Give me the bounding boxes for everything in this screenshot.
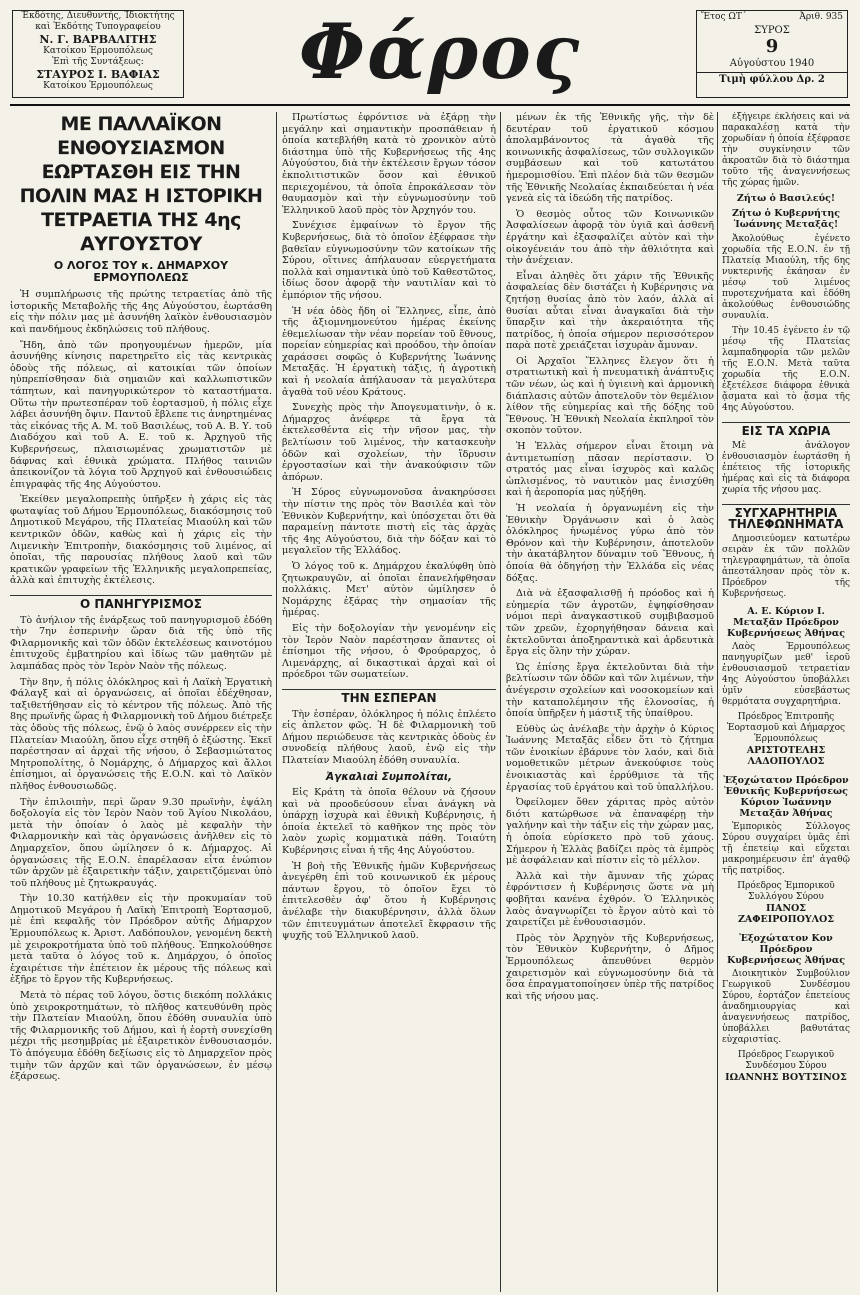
issue-price: Τιμὴ φύλλου Δρ. 2 xyxy=(697,72,847,86)
paragraph: Πρωτίστως ἐφρόντισε νὰ ἐξάρῃ τὴν μεγάλην καὶ σημαντικὴν προσπάθειαν ἡ ὁποία κατεβλήθη κατὰ τὸ χρονικὸν αὐτὸ διάστημα ὑπὸ τῆς Κυβερνήσεως τῆς 4ης Αὐγούστου, διὰ τὴν ἐκτέλεσιν ἔργων τόσον ἐκπολιτιστικῶν ὅσον καὶ ἐθνικοῦ περιεχομένου, τὰ ὁποῖα ἐπροκάλεσαν τὸν θαυμασμὸν καὶ τὴν εὐγνωμοσύνην τοῦ Ἑλληνικοῦ λαοῦ πρὸς τὸν Ἀρχηγόν του. xyxy=(282,112,496,216)
issue-city: ΣΥΡΟΣ xyxy=(754,25,790,36)
editor-name: ΣΤΑΥΡΟΣ Ι. ΒΑΦΙΑΣ xyxy=(36,68,160,81)
paragraph: Μὲ ἀνάλογον ἐνθουσιασμὸν ἑωρτάσθη ἡ ἐπέτειος τῆς ἱστορικῆς ἡμέρας καὶ εἰς τὰ διάφορα χωρία τῆς νήσου μας. xyxy=(722,441,850,495)
paragraph: Ἀλλὰ καὶ τὴν ἄμυναν τῆς χώρας ἐφρόντισεν ἡ Κυβέρνησις ὥστε νὰ μὴ φοβῆται κανένα ἐχθρόν. Ὁ Ἑλληνικὸς λαὸς ἀναγνωρίζει τὸ ἔργον αὐτὸ καὶ τὸ χαιρετίζει μὲ ἐνθουσιασμόν. xyxy=(506,870,714,929)
paragraph: Τὴν ἐπιλοιπὴν, περὶ ὥραν 9.30 πρωϊνὴν, ἐψάλη δοξολογία εἰς τὸν Ἱερὸν Ναὸν τοῦ Ἁγίου Νικολάου, μετὰ τὴν ὁποίαν ὁ λαὸς μὲ κεφαλὴν τὴν Φιλαρμονικὴν καὶ τὰς ὀργανώσεις ἀνῆλθεν εἰς τὸ Δημαρχεῖον, ὅπου ὡμίλησεν ὁ κ. Δήμαρχος. Αἱ ὀργανώσεις τῆς Ε.Ο.Ν. ἐπαρέλασαν εἶτα ἐνώπιον τῶν ἀρχῶν μὲ ἐξαιρετικὴν τάξιν, χαιρετιζόμεναι ὑπὸ τοῦ πλήθους μὲ ζητωκραυγάς. xyxy=(10,796,272,889)
issue-month-year: Αὐγούστου 1940 xyxy=(729,58,815,69)
paragraph: Ἡ Ἑλλὰς σήμερον εἶναι ἕτοιμη νὰ ἀντιμετωπίσῃ πᾶσαν περίστασιν. Ὁ στρατός μας εἶναι ἰσχυρὸς καὶ καλῶς ὡπλισμένος, τὸ ναυτικὸν μας ἐνισχύθη καὶ ἡ ἀεροπορία μας ηὐξήθη. xyxy=(506,441,714,499)
section-heading: ΤΗΝ ΕΣΠΕΡΑΝ xyxy=(282,689,496,705)
paragraph: Διὰ νὰ ἐξασφαλισθῇ ἡ πρόοδος καὶ ἡ εὐημερία τῶν ἀγροτῶν, ἐψηφίσθησαν νόμοι περὶ ἀναγκαστικοῦ συμβιβασμοῦ τῶν χρεῶν, ἐχορηγήθησαν δάνεια καὶ ἐκτελοῦνται ἀποξηραντικὰ καὶ ἀρδευτικὰ ἔργα εἰς ὅλην τὴν χώραν. xyxy=(506,588,714,658)
telegram-address: Α. Ε. Κύριον Ι. Μεταξᾶν Πρόεδρον Κυβερνήσεως Ἀθήνας xyxy=(727,606,845,639)
paragraph: Οἱ Ἀρχαῖοι Ἕλληνες ἔλεγον ὅτι ἡ στρατιωτικὴ καὶ ἡ πνευματικὴ ἀνάπτυξις τῶν νέων, ὡς καὶ ἡ ὑγιεινὴ καὶ ἀρμονικὴ διάπλασις αὐτῶν ἀποτελοῦν τὸν θεμέλιον λίθον τῆς εὐημερίας καὶ τῆς δόξης τοῦ Ἔθνους. Ἡ Ἐθνικὴ Νεολαία ἐκπληροῖ τὸν σκοπὸν τοῦτον. xyxy=(506,355,714,437)
paragraph: Εἰς τὴν δοξολογίαν τὴν γενομένην εἰς τὸν Ἱερὸν Ναὸν παρέστησαν ἅπαντες οἱ ἐπίσημοι τῆς νήσου, ὁ Φρούραρχος, ὁ Λιμενάρχης, αἱ δικαστικαὶ ἀρχαὶ καὶ οἱ πρόεδροι τῶν σωματείων. xyxy=(282,622,496,681)
telegram-text: Ἐμπορικὸς Σύλλογος Σύρου συγχαίρει ὑμᾶς ἐπὶ τῇ ἐπετείῳ καὶ εὔχεται μακροημέρευσιν ἐπ' ἀγαθῷ τῆς πατρίδος. xyxy=(722,822,850,876)
paragraph: Ἡ Σύρος εὐγνωμονοῦσα ἀνακηρύσσει τὴν πίστιν της πρὸς τὸν Βασιλέα καὶ τὸν Ἐθνικὸν Κυβερνήτην, καὶ ὑπόσχεται ὅτι θὰ παραμείνῃ πάντοτε πιστὴ εἰς τὰς ἀρχὰς τῆς 4ης Αὐγούστου, διὰ τὴν δόξαν καὶ τὸ μεγαλεῖον τῆς Ἑλλάδος. xyxy=(282,487,496,557)
paragraph: Τὴν 10.45 ἐγένετο ἐν τῷ μέσῳ τῆς Πλατείας λαμπαδηφορία τῶν μελῶν τῆς Ε.Ο.Ν. Μετὰ ταῦτα χορωδία τῆς Ε.Ο.Ν. ἐξετέλεσε διάφορα ἐθνικὰ ᾄσματα καὶ τὸ ᾄσμα τῆς 4ης Αὐγούστου. xyxy=(722,326,850,413)
paragraph: Συνεχὴς πρὸς τὴν Ἀπογευματινὴν, ὁ κ. Δήμαρχος ἀνέφερε τὰ ἔργα τὰ ἐκτελεσθέντα εἰς τὴν νῆσον μας, τὴν βελτίωσιν τοῦ λιμένος, τὴν κατασκευὴν ὁδῶν καὶ σχολείων, τὴν ἵδρυσιν ἐργοστασίων καὶ τὴν ἀνακούφισιν τῶν ἀπόρων. xyxy=(282,402,496,483)
telegram-text: Λαὸς Ἑρμουπόλεως πανηγυρίζων μεθ' ἱεροῦ ἐνθουσιασμοῦ τετραετίαν 4ης Αὐγούστου ὑποβάλλει ὑμῖν εὐσεβάστως θερμότατα συγχαρητήρια. xyxy=(722,642,850,707)
publisher-name: Ν. Γ. ΒΑΡΒΑΛΙΤΗΣ xyxy=(39,33,157,46)
paragraph: Μετὰ τὸ πέρας τοῦ λόγου, ὅστις διεκόπη πολλάκις ὑπὸ χειροκροτημάτων, τὸ πλῆθος κατευθύνθη πρὸς τὴν Πλατείαν Μιαούλη, ὅπου ἐδόθη συναυλία ὑπὸ τῆς Φιλαρμονικῆς τοῦ Δήμου, καὶ ἡ ἑορτὴ συνεχίσθη μέχρι τῆς μεσημβρίας μὲ ἐξαιρετικὸν ἐνθουσιασμόν. Τὸ ἀπόγευμα ἐδόθη δεξίωσις εἰς τὸ Δημαρχεῖον πρὸς τιμὴν τῶν ἀρχῶν καὶ τῶν ὀργανώσεων, ἐν μέσῳ ἐξάρσεως. xyxy=(10,990,272,1083)
paragraph: Εὐθὺς ὡς ἀνέλαβε τὴν ἀρχὴν ὁ Κύριος Ἰωάννης Μεταξᾶς εἶδεν ὅτι τὸ ζήτημα τῶν ἐνοικίων ἐβάρυνε τὸν λαόν, καὶ διὰ νομοθετικῶν μέτρων ἀνεκούφισε τοὺς ἐνοικιαστὰς καὶ ἐρρύθμισε τὰ τῆς ἐργασίας τοῦ ἐργάτου καὶ τοῦ ὑπαλλήλου. xyxy=(506,723,714,793)
paragraph: Ὡς ἐπίσης ἔργα ἐκτελοῦνται διὰ τὴν βελτίωσιν τῶν ὁδῶν καὶ τῶν λιμένων, τὴν ἀνέγερσιν σχολείων καὶ νοσοκομείων καὶ τὴν καταπολέμησιν τῆς ἑλονοσίας, ἡ ὁποία ὑπῆρξεν ἡ μάστιξ τῆς ὑπαίθρου. xyxy=(506,661,714,720)
publisher-box: Ἐκδότης, Διευθυντής, Ἰδιοκτήτης καὶ Ἐκδότης Τυπογραφείου Ν. Γ. ΒΑΡΒΑΛΙΤΗΣ Κατοίκου Ἑρμουπόλεως Ἐπὶ τῆς Συντάξεως: ΣΤΑΥΡΟΣ Ι. ΒΑΦΙΑΣ Κατοίκου Ἑρμουπόλεως xyxy=(12,10,184,98)
paragraph: ἐξήγειρε ἐκλήσεις καὶ νὰ παρακαλέσῃ κατὰ τὴν χορωδίαν ἡ ὁποία ἐξέφρασε τὴν συγκίνησιν τῶν ἀκροατῶν διὰ τὸ διάστημα τοῦτο τῆς ἀναγεννήσεως τῆς χώρας ἡμῶν. xyxy=(722,112,850,188)
main-headline: ΜΕ ΠΑΛΛΑΪΚΟΝ ΕΝΘΟΥΣΙΑΣΜΟΝ ΕΩΡΤΑΣΘΗ ΕΙΣ ΤΗΝ ΠΟΛΙΝ ΜΑΣ Η ΙΣΤΟΡΙΚΗ ΤΕΤΡΑΕΤΙΑ ΤΗΣ 4ης ΑΥΓΟΥΣΤΟΥ xyxy=(19,113,263,255)
telegram-signature: Πρόεδρος Γεωργικοῦ Συνδέσμου Σύρου ΙΩΑΝΝΗΣ ΒΟΥΤΣΙΝΟΣ xyxy=(725,1050,847,1083)
section-heading: Ο ΠΑΝΗΓΥΡΙΣΜΟΣ xyxy=(10,595,272,611)
paragraph: Ἀκολούθως ἐγένετο χορωδία τῆς Ε.Ο.Ν. ἐν τῇ Πλατείᾳ Μιαούλη, τῆς 6ης νυκτερινῆς ἐκάησαν ἐν μέσῳ τοῦ λιμένος πυροτεχνήματα καὶ ἐδόθη ἀκολούθως ἐνθουσιώδης συναυλία. xyxy=(722,234,850,321)
paragraph: Ὁ λόγος τοῦ κ. Δημάρχου ἐκαλύφθη ὑπὸ ζητωκραυγῶν, αἱ ὁποῖαι ἐπανελήφθησαν πολλάκις. Μετ' αὐτὸν ὡμίλησεν ὁ Νομάρχης ἐξάρας τὴν σημασίαν τῆς ἡμέρας. xyxy=(282,560,496,619)
paragraph: Ἐκείθεν μεγαλοπρεπὴς ὑπῆρξεν ἡ χάρις εἰς τὰς φωταψίας τοῦ Δήμου Ἑρμουπόλεως, διακόσμησις τοῦ Δημοτικοῦ Μεγάρου, τῆς Πλατείας Μιαούλη καὶ τῶν κεντρικῶν ὁδῶν, καθὼς καὶ ἡ χάρις εἰς τὴν Λιμενικὴν Ἐπιτροπὴν, διακόσμησις τοῦ λιμένος, αἱ ὁποῖαι, τῆς παρουσίας πλήθους λαοῦ καὶ τῶν κρατικῶν γραφείων τῆς Ἑλληνικῆς μεγαλοπρεπείας, ἀλλὰ καὶ ἐπιτυχὴς ἐκτέλεσις. xyxy=(10,494,272,587)
cheer-line: Ζήτω ὁ Βασιλεύς! xyxy=(736,193,836,204)
column-1 xyxy=(10,112,272,1292)
paragraph: Ὁ θεσμὸς οὗτος τῶν Κοινωνικῶν Ἀσφαλίσεων ἀφορᾷ τὸν ὑγιᾶ καὶ ἀσθενῆ ἐργάτην καὶ ἐξασφαλίζει αὐτὸν καὶ τὴν οἰκογένειάν του ἀπὸ τὴν ἀθλιότητα καὶ τὴν ἀνέχειαν. xyxy=(506,208,714,267)
telegram-signature: Πρόεδρος Ἐπιτροπῆς Ἑορτασμοῦ καὶ Δήμαρχος Ἑρμουπόλεως ΑΡΙΣΤΟΤΕΛΗΣ ΛΑΔΟΠΟΥΛΟΣ xyxy=(726,712,846,767)
column-3 xyxy=(506,112,714,1292)
speech-salutation: Ἀγκαλιαὶ Συμπολίται, xyxy=(326,771,452,784)
paragraph: Δημοσιεύομεν κατωτέρω σειρὰν ἐκ τῶν πολλῶν τηλεγραφημάτων, τὰ ὁποῖα ἀπεστάλησαν πρὸς τὸν κ. Πρόεδρον τῆς Κυβερνήσεως. xyxy=(722,534,850,599)
newspaper-title: Φάρος xyxy=(298,7,582,96)
section-heading: ΕΙΣ ΤΑ ΧΩΡΙΑ xyxy=(722,422,850,437)
paragraph: Ἡ νεολαία ἡ ὀργανωμένη εἰς τὴν Ἐθνικὴν Ὀργάνωσιν καὶ ὁ λαὸς ὁλόκληρος ἡνωμένος γύρω ἀπὸ τὸν Θρόνον καὶ τὴν Κυβέρνησιν, ἀποτελοῦν τὴν ἀκατάβλητον δύναμιν τοῦ Ἔθνους, ἡ ὁποία θὰ ὁδηγήσῃ τὴν Ἑλλάδα εἰς νέας δόξας. xyxy=(506,503,714,584)
issue-number: Ἀριθ. 935 xyxy=(799,12,843,22)
column-4 xyxy=(722,112,850,1292)
article-columns xyxy=(10,112,850,1292)
paragraph: Ἡ βοὴ τῆς Ἐθνικῆς ἡμῶν Κυβερνήσεως ἀνεγέρθη ἐπὶ τοῦ κοινωνικοῦ ἐκ μέρους πάντων ἔργου, τὸ ὁποῖον ἔχει τὸ ἐπιτελεσθὲν ἀφ' ὅτου ἡ Κυβέρνησις ἀνέλαβε τὴν διακυβέρνησιν, ἀλλὰ ὅλων τῶν ἐπιτευγμάτων ἀποτελεῖ ἔκφρασιν τῆς ψυχῆς τοῦ Ἑλληνικοῦ λαοῦ. xyxy=(282,860,496,942)
section-heading: ΣΥΓΧΑΡΗΤΗΡΙΑ ΤΗΛΕΦΩΝΗΜΑΤΑ xyxy=(722,504,850,530)
column-divider xyxy=(500,112,501,1292)
paragraph: Ἡ νέα ὁδὸς ἤδη οἱ Ἕλληνες, εἶπε, ἀπὸ τῆς ἀξιομνημονεύτου ἡμέρας ἐκείνης ἐθεμελίωσαν τὴν νέαν πορείαν τοῦ ἔθνους, πορείαν εὐημερίας καὶ προόδου, τὴν ὁποίαν χαράσσει σοφῶς ὁ Κυβερνήτης Ἰωάννης Μεταξᾶς. Ἡ ἐργατικὴ τάξις, ἡ ἀγροτικὴ καὶ ἡ νεολαία ἀπήλαυσαν τὰ μεγαλύτερα ἀγαθὰ τοῦ νέου Κράτους. xyxy=(282,305,496,398)
paragraph: Τὴν 10.30 κατήλθεν εἰς τὴν προκυμαίαν τοῦ Δημοτικοῦ Μεγάρου ἡ Λαϊκὴ Ἐπιτροπὴ Ἑορτασμοῦ, μὲ ἐπὶ κεφαλῆς τὸν Πρόεδρον αὐτῆς Δήμαρχον Ἑρμουπόλεως κ. Ἀριστ. Λαδόπουλον, γενομένη δεκτὴ μὲ χειροκροτήματα ὑπὸ τοῦ πλήθους. Ἐπηκολούθησε μετὰ ταῦτα ὁ λόγος τοῦ κ. Δημάρχου, ὁ ὁποῖος ἐχαιρέτισε τὴν ἐπέτειον ἐκ μέρους τῆς πόλεως καὶ ἐξῆρε τὸ ἔργον τῆς Κυβερνήσεως. xyxy=(10,893,272,986)
paragraph: Εἰς Κράτη τὰ ὁποῖα θέλουν νὰ ζήσουν καὶ νὰ προοδεύσουν εἶναι ἀνάγκη νὰ ὑπάρχῃ ἰσχυρὰ καὶ ἐθνικὴ Κυβέρνησις, ἡ ὁποία ἐκτελεῖ τὸ καθῆκον της πρὸς τὸν λαὸν χωρὶς κομματικὰ πάθη. Τοιαύτη Κυβέρνησις εἶναι ἡ τῆς 4ης Αὐγούστου. xyxy=(282,787,496,857)
paragraph: Ὀφείλομεν ὅθεν χάριτας πρὸς αὐτὸν διότι κατώρθωσε νὰ ἐπαναφέρῃ τὴν γαλήνην καὶ τὴν τάξιν εἰς τὴν χώραν μας, ἡ ὁποία εὑρίσκετο πρὸ τοῦ χάους. Σήμερον ἡ Ἑλλὰς βαδίζει πρὸς τὰ ἐμπρὸς μὲ ἀσφάλειαν καὶ πίστιν εἰς τὸ μέλλον. xyxy=(506,797,714,867)
telegram-address: Ἐξοχώτατον Πρόεδρον Ἐθνικῆς Κυβερνήσεως Κύριον Ἰωάννην Μεταξᾶν Ἀθήνας xyxy=(723,775,849,819)
paragraph: Τὴν 8ην, ἡ πόλις ὁλόκληρος καὶ ἡ Λαϊκὴ Ἐργατικὴ Φάλαγξ καὶ αἱ ὀργανώσεις, αἱ ὁποῖαι ἐδέχθησαν, ταξιθετήθησαν εἰς τὸ κέντρον τῆς πόλεως. Ἀπὸ τῆς 8ης πρωϊνῆς ὥρας ἡ Φιλαρμονικὴ τοῦ Δήμου διέτρεξε τὰς ὁδοὺς τῆς πόλεως, ἐνῷ ὁ λαὸς συνέρρεεν εἰς τὴν Πλατείαν Μιαούλη, ὅπου εἶχε στηθῆ ὁ ἐξώστης. Ἐκεῖ παρέστησαν αἱ ἀρχαὶ τῆς νήσου, ὁ Σεβασμιώτατος Μητροπολίτης, ὁ Νομάρχης, ὁ Δήμαρχος καὶ ἄλλοι ἐπίσημοι, αἱ ὀργανώσεις τῆς Ε.Ο.Ν. καὶ τὸ Λαϊκὸν πλῆθος ἐνθουσιωδῶς. xyxy=(10,676,272,792)
paragraph: μένων ἐκ τῆς Ἐθνικῆς γῆς, τὴν δὲ δευτέραν τοῦ ἐργατικοῦ κόσμου ἀπολαμβάνοντος τὰ ἀγαθὰ τῆς κοινωνικῆς ἀσφαλίσεως, τῶν συλλογικῶν συμβάσεων καὶ τοῦ κατωτάτου ἡμερομισθίου. Ἐπὶ πλέον διὰ τῶν θεσμῶν τῆς Ἐθνικῆς Νεολαίας ἐκπαιδεύεται ἡ νέα γενεὰ εἰς τὰ ἰδεώδη τῆς πατρίδος. xyxy=(506,112,714,205)
issue-day: 9 xyxy=(765,36,779,57)
paragraph: Συνέχισε ἐμφαίνων τὸ ἔργον τῆς Κυβερνήσεως, διὰ τὸ ὁποῖον ἐξέφρασε τὴν βαθεῖαν εὐγνωμοσύνην τῶν κατοίκων τῆς Σύρου, οἵτινες ἀπήλαυσαν εὐεργετήματα πολλὰ καὶ σημαντικὰ ὑπὸ τοῦ Καθεστῶτος, ἰδίως ὅσον ἀφορᾷ τὴν ναυτιλίαν καὶ τὸ ἐμπόριον τῆς νήσου. xyxy=(282,220,496,301)
paragraph: Ἤδη, ἀπὸ τῶν προηγουμένων ἡμερῶν, μία ἀσυνήθης κίνησις παρετηρεῖτο εἰς τὰς κεντρικὰς ὁδοὺς τῆς πόλεως, αἱ κατοικίαι τῶν ὁποίων ηὐπρεπίσθησαν διὰ σημαιῶν καὶ καλλωπιστικῶν τάπητων, καὶ πανηγυρικώτερον τὸ καταστήματα. Οὕτω τὴν πρωτεσπέραν τοῦ ἑορτασμοῦ, ἡ πόλις εἶχε λάβει ἀσυνήθη ὄψιν. Παντοῦ ἔβλεπε τις ἀνηρτημένας τὰς εἰκόνας τῆς Α. Μ. τοῦ Βασιλέως, τοῦ Α. Β. Υ. τοῦ Διαδόχου καὶ τοῦ Α. Ε. τοῦ κ. Ἀρχηγοῦ τῆς Κυβερνήσεως, πλαισιωμένας χρωματιστῶν μὲ δάφνας καὶ ἐθνικὰ χρώματα. Πλήθος ταινιῶν ἀπεικονίζον τὰ λόγια τοῦ Ἀρχηγοῦ καὶ ἐνθουσιώδεις ἐπιγραφὰς τῆς 4ης Αὐγούστου. xyxy=(10,339,272,490)
column-divider xyxy=(717,112,718,1292)
issue-year: Ἔτος ΩΤ΄ xyxy=(701,12,747,22)
paragraph: Πρὸς τὸν Ἀρχηγὸν τῆς Κυβερνήσεως, τὸν Ἐθνικὸν Κυβερνήτην, ὁ Δῆμος Ἑρμουπόλεως ἀπευθύνει θερμὸν χαιρετισμὸν καὶ εὐγνωμοσύνην διὰ τὰ ὅσα ἐπραγματοποίησεν ὑπὲρ τῆς πατρίδος καὶ τῆς νήσου μας. xyxy=(506,932,714,1002)
main-subhead: Ο ΛΟΓΟΣ ΤΟΥ κ. ΔΗΜΑΡΧΟΥ ΕΡΜΟΥΠΟΛΕΩΣ xyxy=(53,259,229,284)
issue-info-box xyxy=(696,10,848,98)
paragraph: Τὴν ἑσπέραν, ὁλόκληρος ἡ πόλις ἐπλέετο εἰς ἀπλετον φῶς. Ἡ δὲ Φιλαρμονικὴ τοῦ Δήμου περιώδευσε τὰς κεντρικὰς ὁδοὺς ἐν συνοδείᾳ πλήθους λαοῦ, ἐνῷ εἰς τὴν Πλατείαν Μιαούλη ἐδόθη συναυλία. xyxy=(282,708,496,766)
telegram-signature: Πρόεδρος Ἐμπορικοῦ Συλλόγου Σύρου ΠΑΝΟΣ ΖΑΦΕΙΡΟΠΟΥΛΟΣ xyxy=(737,881,835,925)
paragraph: Τὸ ἀνήλιον τῆς ἐνάρξεως τοῦ πανηγυρισμοῦ ἐδόθη τὴν 7ην ἑσπερινὴν ὥραν διὰ τῆς ὑπὸ τῆς Φιλαρμονικῆς καὶ τῶν ὁδῶν ἐκτελέσεως καινοτόμου ἐπιτυχοῦς ἐμβατηρίου καὶ ἰδίως τῶν μαθητῶν μὲ λαμπάδας πρὸς τὸν Ἱερὸν Ναὸν τῆς πόλεως. xyxy=(10,614,272,672)
masthead xyxy=(10,6,850,106)
cheer-line: Ζήτω ὁ Κυβερνήτης Ἰωάννης Μεταξᾶς! xyxy=(731,208,841,230)
telegram-address: Ἐξοχώτατον Κον Πρόεδρον Κυβερνήσεως Ἀθήνας xyxy=(727,933,845,966)
column-divider xyxy=(276,112,277,1292)
paragraph: Εἶναι ἀληθὲς ὅτι χάριν τῆς Ἐθνικῆς ἀσφαλείας δὲν διστάζει ἡ Κυβέρνησις νὰ ζητήσῃ θυσίας ἀπὸ τὸν λαόν, ἀλλὰ αἱ θυσίαι αὗται εἶναι ἀναγκαῖαι διὰ τὴν ὕπαρξιν καὶ τὴν ἀκεραιότητα τῆς πατρίδος, ἡ ὁποία σήμερον περισσότερον παρὰ ποτὲ χρειάζεται ἰσχυρὰν ἄμυναν. xyxy=(506,270,714,352)
column-2 xyxy=(282,112,496,1292)
telegram-text: Διοικητικὸν Συμβούλιον Γεωργικοῦ Συνδέσμου Σύρου, ἑορτάζον ἐπετείους ἀναδημιουργίας καὶ ἀναγεννήσεως πατρίδος, ὑποβάλλει βαθυτάτας εὐχαριστίας. xyxy=(722,969,850,1045)
paragraph: Ἡ συμπλήρωσις τῆς πρώτης τετραετίας ἀπὸ τῆς ἱστορικῆς Μεταβολῆς τῆς 4ης Αὐγούστου, ἑωρτάσθη εἰς τὴν πόλιν μας μὲ ἀσυνήθη λαϊκὸν ἐνθουσιασμὸν καὶ πανδήμους ἐκδηλώσεις τοῦ πλήθους. xyxy=(10,289,272,335)
